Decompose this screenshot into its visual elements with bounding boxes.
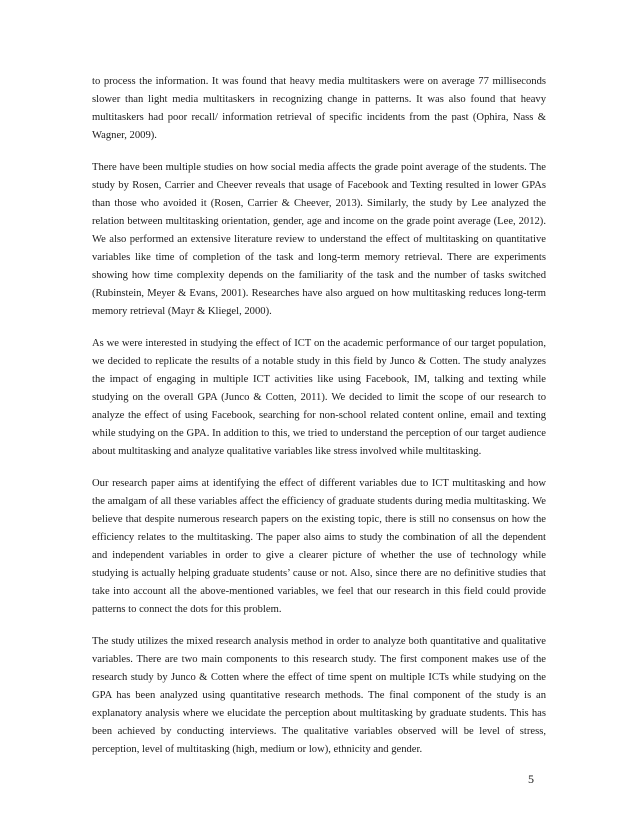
body-text [92, 73, 546, 773]
page-number: 5 [528, 772, 534, 786]
paragraph-3: As we were interested in studying the effect of ICT on the academic performance of our target population, we decided to replicate the results of a notable study in this field by Junco & Cotten. The study analyzes the impact of engaging in multiple ICT activities like using Facebook, IM, talking and texting while studying on the overall GPA (Junco & Cotten, 2011). We decided to limit the scope of our research to analyze the effect of using Facebook, searching for non-school related content online, email and texting while studying on the GPA. In addition to this, we tried to understand the perception of our target audience about multitasking and analyze qualitative variables like stress involved while multitasking. [92, 338, 546, 457]
paragraph-5: The study utilizes the mixed research analysis method in order to analyze both quantitative and qualitative variables. There are two main components to this research study. The first component makes use of the research study by Junco & Cotten where the effect of time spent on multiple ICTs while studying on the GPA has been analyzed using quantitative research methods. The final component of the study is an explanatory analysis where we elucidate the perception about multitasking by graduate students. This has been achieved by conducting interviews. The qualitative variables observed will be level of stress, perception, level of multitasking (high, medium or low), ethnicity and gender. [92, 636, 546, 755]
paragraph-4: Our research paper aims at identifying the effect of different variables due to ICT multitasking and how the amalgam of all these variables affect the efficiency of graduate students during media multitasking. We believe that despite numerous research papers on the existing topic, there is still no consensus on how the efficiency relates to the multitasking. The paper also aims to study the combination of all the dependent and independent variables in order to give a clearer picture of whether the use of technology while studying is actually helping graduate students’ cause or not. Also, since there are no definitive studies that take into account all the above-mentioned variables, we feel that our research in this field could provide patterns to connect the dots for this problem. [92, 478, 546, 615]
paragraph-2: There have been multiple studies on how social media affects the grade point average of the students. The study by Rosen, Carrier and Cheever reveals that usage of Facebook and Texting resulted in lower GPAs than those who avoided it (Rosen, Carrier & Cheever, 2013). Similarly, the study by Lee analyzed the relation between multitasking orientation, gender, age and income on the grade point average (Lee, 2012). We also performed an extensive literature review to understand the effect of multitasking on quantitative variables like time of completion of the task and long-term memory retrieval. There are experiments showing how time complexity depends on the familiarity of the task and the number of tasks switched (Rubinstein, Meyer & Evans, 2001). Researches have also argued on how multitasking reduces long-term memory retrieval (Mayr & Kliegel, 2000). [92, 162, 546, 317]
paragraph-1: to process the information. It was found that heavy media multitaskers were on average 77 milliseconds slower than light media multitaskers in recognizing change in patterns. It was also found that heavy multitaskers had poor recall/ information retrieval of specific incidents from the past (Ophira, Nass & Wagner, 2009). [92, 76, 546, 141]
